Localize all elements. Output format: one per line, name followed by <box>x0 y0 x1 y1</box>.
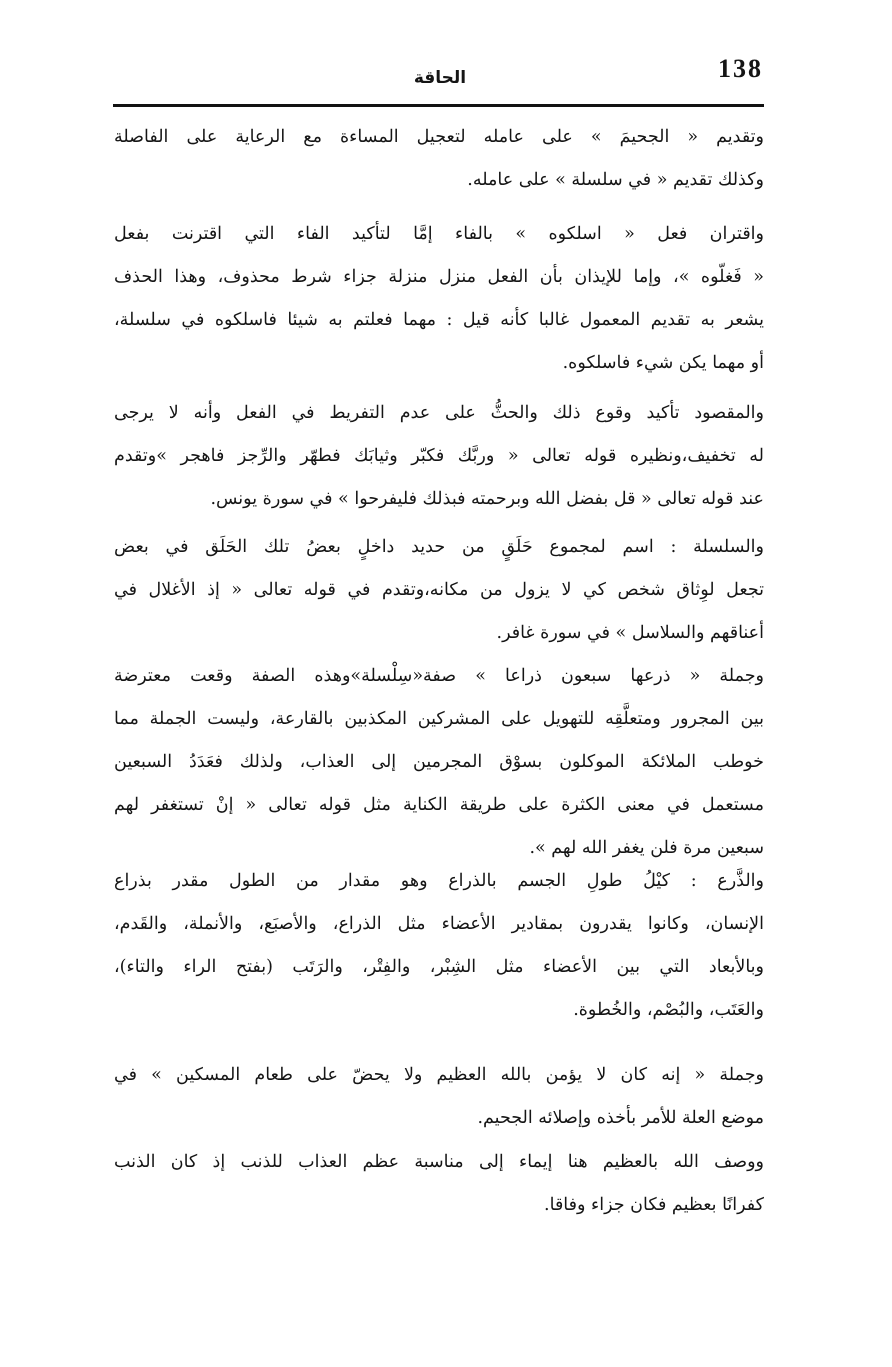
text-line: له تخفيف،ونظيره قوله تعالى « وربَّك فكبّر وثيابَك فطهّر والرِّجز فاهجر »وتقدم <box>114 446 764 466</box>
text-line: الإنسان، وكانوا يقدرون بمقادير الأعضاء مثل الذراع، والأصبَع، والأنملة، والقَدم، <box>114 914 764 934</box>
text-line: مستعمل في معنى الكثرة على طريقة الكناية مثل قوله تعالى « إنْ تستغفر لهم <box>114 795 764 815</box>
text-line: وكذلك تقديم « في سلسلة » على عامله. <box>467 170 764 190</box>
text-line: وجملة « ذرعها سبعون ذراعا » صفة«سِلْسلة»وهذه الصفة وقعت معترضة <box>114 666 764 686</box>
text-line: واقتران فعل « اسلكوه » بالفاء إمَّا لتأكيد الفاء التي اقترنت بفعل <box>114 224 764 244</box>
running-head: الحاقة <box>413 68 467 88</box>
text-line: والذَّرع : كيْلُ طولِ الجسم بالذراع وهو مقدار من الطول مقدر بذراع <box>114 871 764 891</box>
paragraph <box>114 655 764 870</box>
text-line: عند قوله تعالى « قل بفضل الله وبرحمته فبذلك فليفرحوا » في سورة يونس. <box>210 489 764 509</box>
paragraph <box>114 1054 764 1140</box>
text-line: وتقديم « الجحيمَ » على عامله لتعجيل المساءة مع الرعاية على الفاصلة <box>114 127 764 147</box>
text-line: سبعين مرة فلن يغفر الله لهم ». <box>529 838 764 858</box>
page-number: 138 <box>718 54 763 83</box>
text-line: كفرانًا بعظيم فكان جزاء وفاقا. <box>544 1195 764 1215</box>
text-line: يشعر به تقديم المعمول غالبا كأنه قيل : مهما فعلتم به شيئا فاسلكوه في سلسلة، <box>114 310 764 330</box>
text-line: ووصف الله بالعظيم هنا إيماء إلى مناسبة عظم العذاب للذنب إذ كان الذنب <box>114 1152 764 1172</box>
text-line: والسلسلة : اسم لمجموع حَلَقٍ من حديد داخلٍ بعضُ تلك الحَلَق في بعض <box>114 537 764 557</box>
text-line: بين المجرور ومتعلَّقِه للتهويل على المشركين المكذبين بالقارعة، وليست الجملة مما <box>114 709 764 729</box>
text-line: والعَتَب، والبُصْم، والخُطوة. <box>573 1000 764 1020</box>
text-line: أعناقهم والسلاسل » في سورة غافر. <box>496 623 764 643</box>
text-line: خوطب الملائكة الموكلون بسوْق المجرمين إلى العذاب، ولذلك فعَدَدُ السبعين <box>114 752 764 772</box>
paragraph <box>114 860 764 1032</box>
paragraph <box>114 1141 764 1227</box>
header-rule <box>113 104 764 107</box>
paragraph <box>114 213 764 385</box>
text-line: وجملة « إنه كان لا يؤمن بالله العظيم ولا يحضّ على طعام المسكين » في <box>114 1065 764 1085</box>
paragraph <box>114 116 764 202</box>
text-line: « فَغلّوه »، وإما للإيذان بأن الفعل منزل منزلة جزاء شرط محذوف، وهذا الحذف <box>114 267 764 287</box>
text-line: أو مهما يكن شيء فاسلكوه. <box>562 353 764 373</box>
paragraph <box>114 392 764 521</box>
paragraph <box>114 526 764 655</box>
text-line: والمقصود تأكيد وقوع ذلك والحثُّ على عدم التفريط في الفعل وأنه لا يرجى <box>114 403 764 423</box>
text-line: وبالأبعاد التي بين الأعضاء مثل الشِبْر، والفِتْر، والرَتَب (بفتح الراء والتاء)، <box>114 957 764 977</box>
text-line: موضع العلة للأمر بأخذه وإصلائه الجحيم. <box>477 1108 764 1128</box>
text-line: تجعل لوِثاق شخص كي لا يزول من مكانه،وتقدم في قوله تعالى « إذ الأغلال في <box>114 580 764 600</box>
